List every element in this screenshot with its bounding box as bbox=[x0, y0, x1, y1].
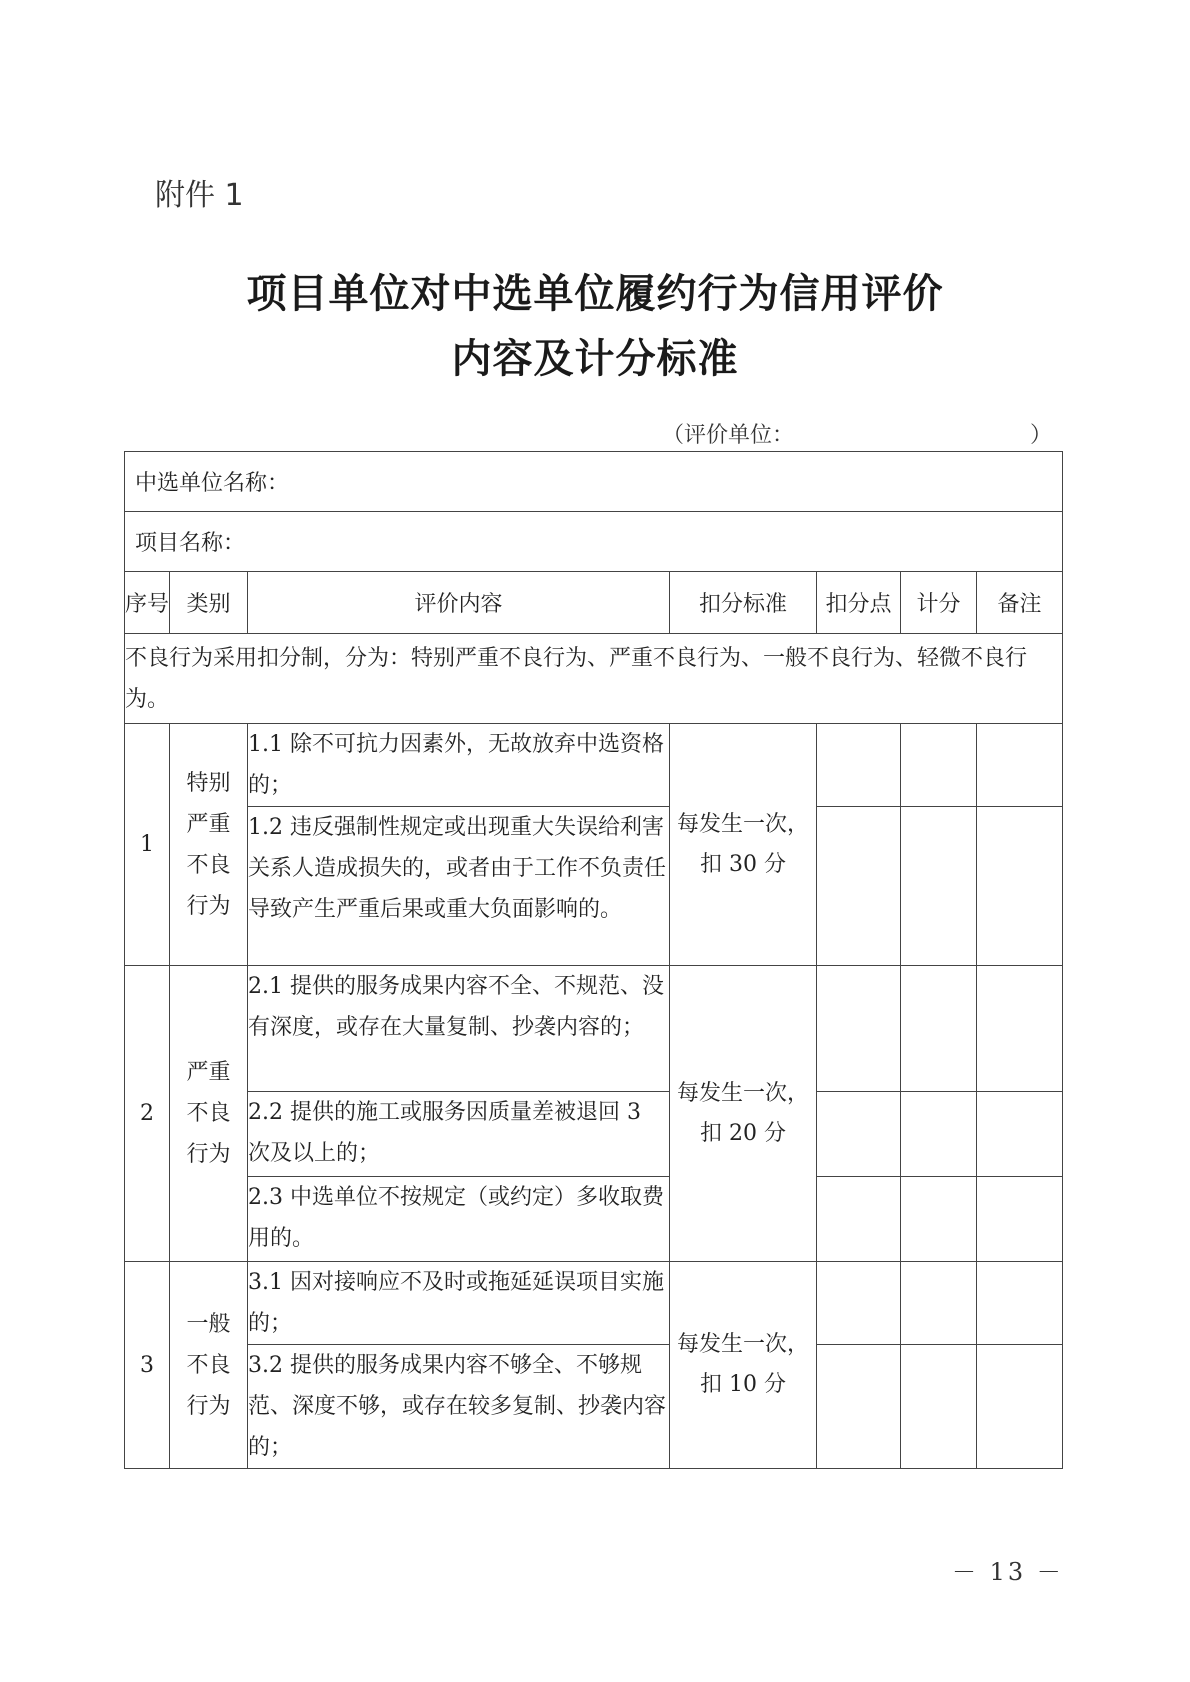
category-line: 严重 bbox=[186, 1060, 231, 1085]
content-cell: 3.2 提供的服务成果内容不够全、不够规范、深度不够，或存在较多复制、抄袭内容的； bbox=[248, 1345, 670, 1469]
note-row bbox=[125, 634, 1063, 724]
category-line: 严重 bbox=[186, 811, 231, 837]
note-text: 不良行为采用扣分制，分为：特别严重不良行为、严重不良行为、一般不良行为、轻微不良行为。 bbox=[125, 634, 1063, 724]
score-cell bbox=[901, 1092, 977, 1177]
header-row bbox=[125, 572, 1063, 634]
content-cell: 3.1 因对接响应不及时或拖延延误项目实施的； bbox=[248, 1262, 670, 1345]
category-cell bbox=[170, 966, 248, 1262]
remark-cell bbox=[977, 724, 1063, 807]
seq-cell: 1 bbox=[125, 724, 170, 966]
standard-cell: 每发生一次，扣 20 分 bbox=[670, 966, 817, 1262]
category-cell bbox=[170, 1262, 248, 1469]
table-row bbox=[125, 1177, 1063, 1262]
attachment-label: 附件 1 bbox=[155, 178, 244, 213]
category-cell bbox=[170, 724, 248, 966]
category-line: 行为 bbox=[186, 1393, 231, 1419]
page-number: － 13 － bbox=[952, 1558, 1064, 1586]
winner-name-row bbox=[125, 452, 1063, 512]
category-line: 行为 bbox=[186, 893, 231, 919]
table-row bbox=[125, 1092, 1063, 1177]
deduct-points-cell bbox=[817, 1262, 901, 1345]
content-cell: 2.2 提供的施工或服务因质量差被退回 3 次及以上的； bbox=[248, 1092, 670, 1177]
deduct-points-cell bbox=[817, 724, 901, 807]
header-deduct-standard: 扣分标准 bbox=[670, 572, 817, 634]
eval-unit-close: ） bbox=[1030, 423, 1053, 448]
deduct-points-cell bbox=[817, 1092, 901, 1177]
category-line: 不良 bbox=[186, 1101, 231, 1126]
score-cell bbox=[901, 807, 977, 966]
table-row bbox=[125, 724, 1063, 807]
project-name-label: 项目名称： bbox=[125, 512, 1063, 572]
header-remark: 备注 bbox=[977, 572, 1063, 634]
header-category: 类别 bbox=[170, 572, 248, 634]
category-line: 不良 bbox=[186, 1352, 231, 1378]
table-row bbox=[125, 1345, 1063, 1469]
score-cell bbox=[901, 724, 977, 807]
standard-cell: 每发生一次，扣 10 分 bbox=[670, 1262, 817, 1469]
deduct-points-cell bbox=[817, 807, 901, 966]
category-line: 行为 bbox=[186, 1142, 231, 1167]
document-title-line2: 内容及计分标准 bbox=[451, 336, 739, 382]
table-row bbox=[125, 966, 1063, 1092]
score-cell bbox=[901, 1345, 977, 1469]
seq-cell: 2 bbox=[125, 966, 170, 1262]
remark-cell bbox=[977, 807, 1063, 966]
content-cell: 2.1 提供的服务成果内容不全、不规范、没有深度，或存在大量复制、抄袭内容的； bbox=[248, 966, 670, 1092]
remark-cell bbox=[977, 1092, 1063, 1177]
remark-cell bbox=[977, 1177, 1063, 1262]
header-deduct-points: 扣分点 bbox=[817, 572, 901, 634]
seq-cell: 3 bbox=[125, 1262, 170, 1469]
content-cell: 1.2 违反强制性规定或出现重大失误给利害关系人造成损失的，或者由于工作不负责任导致产生严重后果或重大负面影响的。 bbox=[248, 807, 670, 966]
category-line: 一般 bbox=[186, 1311, 231, 1337]
score-cell bbox=[901, 1262, 977, 1345]
document-title-line1: 项目单位对中选单位履约行为信用评价 bbox=[246, 271, 944, 317]
table-row bbox=[125, 1262, 1063, 1345]
standard-cell: 每发生一次，扣 30 分 bbox=[670, 724, 817, 966]
deduct-points-cell bbox=[817, 1177, 901, 1262]
deduct-points-cell bbox=[817, 1345, 901, 1469]
header-content: 评价内容 bbox=[248, 572, 670, 634]
deduct-points-cell bbox=[817, 966, 901, 1092]
score-cell bbox=[901, 966, 977, 1092]
header-score: 计分 bbox=[901, 572, 977, 634]
remark-cell bbox=[977, 966, 1063, 1092]
eval-unit-label: （评价单位： bbox=[662, 423, 795, 448]
winner-name-label: 中选单位名称： bbox=[125, 452, 1063, 512]
remark-cell bbox=[977, 1262, 1063, 1345]
score-cell bbox=[901, 1177, 977, 1262]
project-name-row bbox=[125, 512, 1063, 572]
header-seq: 序号 bbox=[125, 572, 170, 634]
remark-cell bbox=[977, 1345, 1063, 1469]
content-cell: 1.1 除不可抗力因素外，无故放弃中选资格的； bbox=[248, 724, 670, 807]
credit-evaluation-table bbox=[124, 451, 1063, 1469]
table-row bbox=[125, 807, 1063, 966]
category-line: 特别 bbox=[186, 770, 231, 796]
category-line: 不良 bbox=[186, 852, 231, 878]
content-cell: 2.3 中选单位不按规定（或约定）多收取费用的。 bbox=[248, 1177, 670, 1262]
